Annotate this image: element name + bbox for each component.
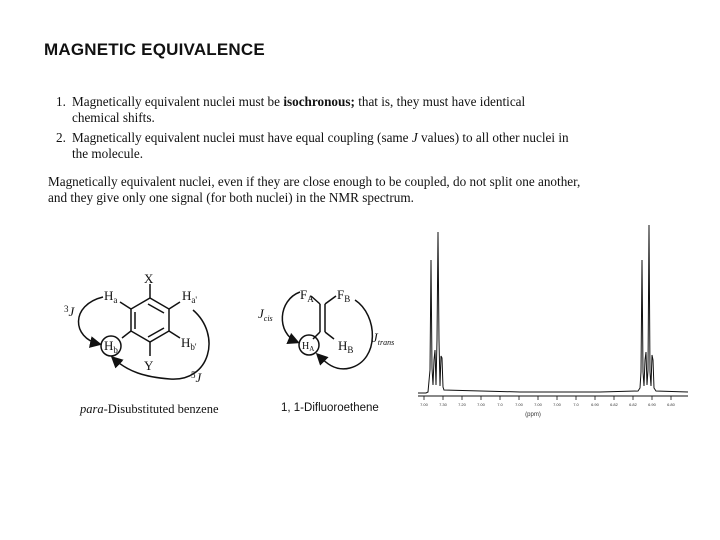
coupling-arrow-3j <box>78 297 103 344</box>
spectrum-tick-marks <box>424 396 671 400</box>
rule-2-text-start: Magnetically equivalent nuclei must have equal coupling (same <box>72 130 412 145</box>
spectrum-tick-labels <box>420 402 676 407</box>
hb-label: $H_b$ <box>104 338 118 355</box>
tick-label: 7.0 <box>573 402 579 407</box>
tick-label: 6.82 <box>610 402 618 407</box>
fb-label: $F_B$ <box>337 287 351 304</box>
benzene-caption-italic: para <box>80 402 104 416</box>
tick-label: 7.20 <box>458 402 466 407</box>
hb-label-dfe: $H_B$ <box>338 338 354 355</box>
ha-label: $H_a$ <box>104 288 118 305</box>
spectrum-trace <box>418 225 688 393</box>
tick-label: 6.90 <box>591 402 599 407</box>
x-label: X <box>144 271 154 286</box>
tick-label: 7.00 <box>477 402 485 407</box>
difluoroethene-caption: 1, 1-Difluoroethene <box>281 402 379 414</box>
tick-label: 7.00 <box>553 402 561 407</box>
rule-2-text-end: values) to all other nuclei in the molecule. <box>72 130 569 161</box>
rule-1-bold-term: isochronous; <box>283 94 355 109</box>
ha-prime-label: $H_{a'}$ <box>182 288 198 305</box>
rule-2-number: 2. <box>56 130 66 145</box>
y-label: Y <box>144 358 154 373</box>
difluoroethene-structure <box>282 292 372 369</box>
benzene-caption-text: -Disubstituted benzene <box>103 402 219 416</box>
benzene-caption <box>80 402 219 417</box>
fa-label: $F_A$ <box>300 287 314 304</box>
rule-1-number: 1. <box>56 94 66 109</box>
tick-label: 6.90 <box>648 402 656 407</box>
rule-1-text-start: Magnetically equivalent nuclei must be <box>72 94 284 109</box>
j5-label: $^5$J <box>191 370 202 385</box>
page-title: MAGNETIC EQUIVALENCE <box>44 40 265 59</box>
jtrans-label: $J_{trans}$ <box>372 330 395 347</box>
summary-paragraph: Magnetically equivalent nuclei, even if they are close enough to be coupled, do not split one another, and they give only one signal (for both nuclei) in the NMR spectrum. <box>48 174 581 205</box>
coupling-arrow-jtrans <box>318 300 372 369</box>
coupling-arrow-jcis <box>282 292 300 342</box>
tick-label: 7.30 <box>439 402 447 407</box>
tick-label: 6.82 <box>629 402 637 407</box>
rule-1-text-end: that is, they must have identical chemical shifts. <box>72 94 526 125</box>
ha-label-dfe: $H_A$ <box>302 341 315 353</box>
tick-label: 7.00 <box>534 402 542 407</box>
nmr-spectrum <box>418 225 688 418</box>
tick-label: 6.80 <box>667 402 675 407</box>
tick-label: 7.00 <box>515 402 523 407</box>
rule-2-italic-term: J <box>411 130 418 145</box>
j3-label: $^3$J <box>64 304 75 319</box>
spectrum-x-label: (ppm) <box>525 412 541 418</box>
tick-label: 7.00 <box>420 402 428 407</box>
hb-prime-label: $H_{b'}$ <box>181 335 197 352</box>
benzene-labels <box>64 271 203 385</box>
tick-label: 7.0 <box>497 402 503 407</box>
difluoroethene-labels <box>258 287 394 355</box>
jcis-label: $J_{cis}$ <box>258 306 273 323</box>
